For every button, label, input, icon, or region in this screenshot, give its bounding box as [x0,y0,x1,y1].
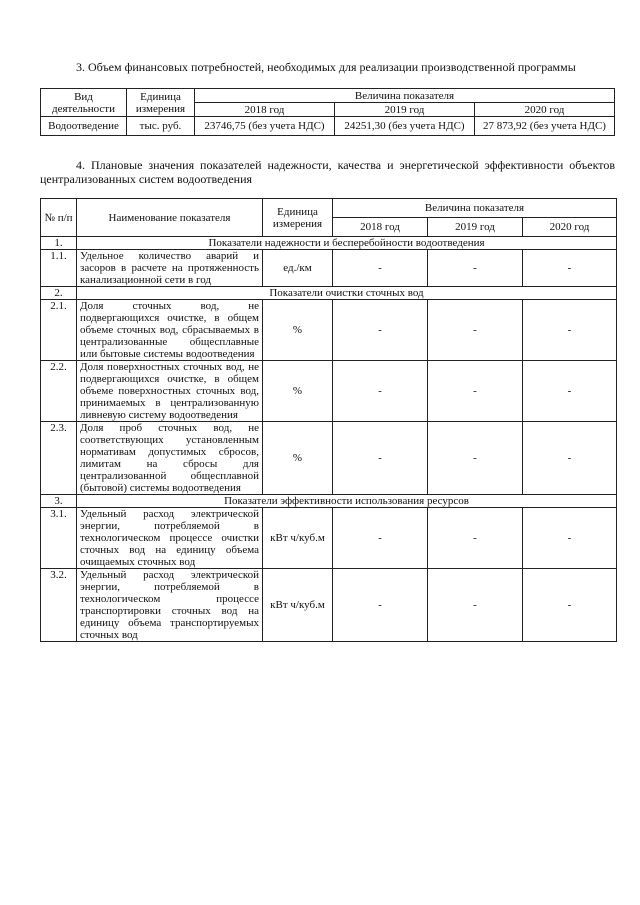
section-row [41,287,617,300]
unit-cell: % [263,361,333,422]
value-cell: - [333,422,428,495]
name-header: Наименование показателя [77,199,263,237]
year-header: 2018 год [195,103,335,117]
value-cell: - [333,300,428,361]
year-header: 2019 год [335,103,475,117]
group-title: Показатели надежности и бесперебойности водоотведения [77,237,617,250]
value-cell: 23746,75 (без учета НДС) [195,117,335,136]
group-title: Показатели эффективности использования ресурсов [77,495,617,508]
table-row [41,422,617,495]
unit-cell: ед./км [263,250,333,287]
unit-cell: % [263,300,333,361]
value-cell: - [523,422,617,495]
value-header: Величина показателя [195,89,615,103]
unit-cell: % [263,422,333,495]
value-cell: - [333,569,428,642]
activity-cell: Водоотведение [41,117,127,136]
item-number: 2.1. [41,300,77,361]
year-header: 2019 год [428,218,523,237]
item-number: 3.1. [41,508,77,569]
value-cell: - [428,300,523,361]
indicator-name: Доля проб сточных вод, не соответствующих установленным нормативам допустимых сбросов, лимитам на сбросы для централизованной общесплавной (бытовой) системы водоотведения [77,422,263,495]
value-header: Величина показателя [333,199,617,218]
table-row [41,300,617,361]
indicator-name: Доля сточных вод, не подвергающихся очистке, в общем объеме сточных вод, сбрасываемых в централизованные общесплавные или бытовые системы водоотведения [77,300,263,361]
value-cell: - [523,508,617,569]
group-number: 1. [41,237,77,250]
unit-cell: кВт ч/куб.м [263,569,333,642]
value-cell: - [523,569,617,642]
value-cell: - [428,422,523,495]
group-title: Показатели очистки сточных вод [77,287,617,300]
section-4-title: 4. Плановые значения показателей надежности, качества и энергетической эффективности объектов централизованных систем водоотведения [40,158,615,186]
value-cell: - [428,508,523,569]
year-header: 2020 год [523,218,617,237]
group-number: 3. [41,495,77,508]
unit-cell: кВт ч/куб.м [263,508,333,569]
section-3-title: 3. Объем финансовых потребностей, необходимых для реализации производственной программы [76,60,576,74]
activity-header: Вид деятельности [41,89,127,117]
indicator-name: Доля поверхностных сточных вод, не подвергающихся очистке, в общем объеме поверхностных сточных вод, принимаемых в централизованную ливневую систему водоотведения [77,361,263,422]
value-cell: - [523,250,617,287]
num-header: № п/п [41,199,77,237]
value-cell: - [333,250,428,287]
item-number: 2.2. [41,361,77,422]
value-cell: - [523,361,617,422]
table-row [41,117,615,136]
year-header: 2018 год [333,218,428,237]
table-row [41,250,617,287]
value-cell: - [428,569,523,642]
financial-needs-table [40,88,615,136]
indicator-name: Удельный расход электрической энергии, потребляемой в технологическом процессе очистки сточных вод на единицу объема очищаемых сточных вод [77,508,263,569]
section-row [41,237,617,250]
year-header: 2020 год [475,103,615,117]
value-cell: - [428,361,523,422]
table-row [41,569,617,642]
unit-header: Единица измерения [263,199,333,237]
table-row [41,361,617,422]
indicator-name: Удельное количество аварий и засоров в расчете на протяженность канализационной сети в год [77,250,263,287]
item-number: 2.3. [41,422,77,495]
indicator-name: Удельный расход электрической энергии, потребляемой в технологическом процессе транспортировки сточных вод на единицу объема транспортируемых сточных вод [77,569,263,642]
value-cell: - [333,361,428,422]
item-number: 1.1. [41,250,77,287]
value-cell: 27 873,92 (без учета НДС) [475,117,615,136]
value-cell: - [333,508,428,569]
value-cell: 24251,30 (без учета НДС) [335,117,475,136]
indicators-table [40,198,617,642]
unit-header: Единица измерения [127,89,195,117]
item-number: 3.2. [41,569,77,642]
table-row [41,508,617,569]
group-number: 2. [41,287,77,300]
unit-cell: тыс. руб. [127,117,195,136]
value-cell: - [523,300,617,361]
section-row [41,495,617,508]
value-cell: - [428,250,523,287]
